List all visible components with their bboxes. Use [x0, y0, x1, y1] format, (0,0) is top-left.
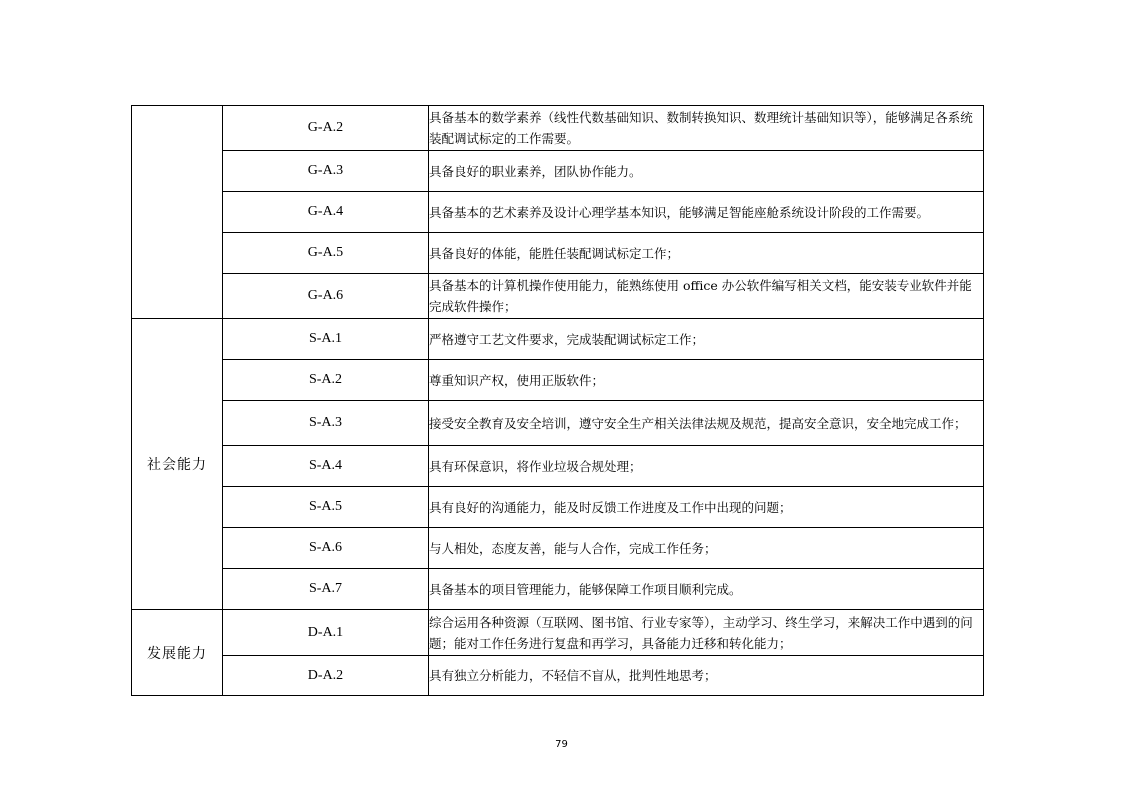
ability-description: 尊重知识产权，使用正版软件； [429, 360, 984, 401]
ability-code: G-A.4 [223, 192, 429, 233]
ability-description: 具有环保意识，将作业垃圾合规处理； [429, 446, 984, 487]
ability-description: 具备基本的数学素养（线性代数基础知识、数制转换知识、数理统计基础知识等），能够满足各系统装配调试标定的工作需要。 [429, 106, 984, 151]
ability-code: G-A.6 [223, 274, 429, 319]
page-number: 79 [555, 739, 568, 750]
ability-description: 具备良好的体能，能胜任装配调试标定工作； [429, 233, 984, 274]
ability-code: S-A.5 [223, 487, 429, 528]
ability-code: S-A.6 [223, 528, 429, 569]
ability-description: 与人相处，态度友善，能与人合作，完成工作任务； [429, 528, 984, 569]
ability-code: S-A.3 [223, 401, 429, 446]
table-row [132, 151, 984, 192]
ability-description: 接受安全教育及安全培训，遵守安全生产相关法律法规及规范，提高安全意识，安全地完成工作； [429, 401, 984, 446]
ability-description: 具有良好的沟通能力，能及时反馈工作进度及工作中出现的问题； [429, 487, 984, 528]
ability-description: 严格遵守工艺文件要求，完成装配调试标定工作； [429, 319, 984, 360]
category-cell-social: 社会能力 [132, 319, 223, 610]
ability-description: 具备基本的项目管理能力，能够保障工作项目顺利完成。 [429, 569, 984, 610]
table-row [132, 106, 984, 151]
ability-code: S-A.7 [223, 569, 429, 610]
table-row [132, 446, 984, 487]
ability-table [131, 105, 984, 696]
ability-code: D-A.2 [223, 656, 429, 696]
table-row [132, 610, 984, 656]
ability-description: 具有独立分析能力，不轻信不盲从，批判性地思考； [429, 656, 984, 696]
table-row [132, 528, 984, 569]
table-row [132, 401, 984, 446]
category-cell-general [132, 106, 223, 319]
table-row [132, 233, 984, 274]
table-row [132, 274, 984, 319]
category-cell-development: 发展能力 [132, 610, 223, 696]
ability-description: 具备基本的计算机操作使用能力，能熟练使用 office 办公软件编写相关文档，能安装专业软件并能完成软件操作； [429, 274, 984, 319]
table-row [132, 192, 984, 233]
ability-code: G-A.3 [223, 151, 429, 192]
table-row [132, 360, 984, 401]
table-row [132, 656, 984, 696]
table-row [132, 569, 984, 610]
ability-code: D-A.1 [223, 610, 429, 656]
ability-code: G-A.2 [223, 106, 429, 151]
ability-code: G-A.5 [223, 233, 429, 274]
table-row [132, 487, 984, 528]
table-row [132, 319, 984, 360]
ability-code: S-A.2 [223, 360, 429, 401]
ability-code: S-A.4 [223, 446, 429, 487]
ability-description: 具备良好的职业素养，团队协作能力。 [429, 151, 984, 192]
ability-code: S-A.1 [223, 319, 429, 360]
ability-description: 综合运用各种资源（互联网、图书馆、行业专家等），主动学习、终生学习，来解决工作中遇到的问题；能对工作任务进行复盘和再学习，具备能力迁移和转化能力； [429, 610, 984, 656]
ability-description: 具备基本的艺术素养及设计心理学基本知识，能够满足智能座舱系统设计阶段的工作需要。 [429, 192, 984, 233]
